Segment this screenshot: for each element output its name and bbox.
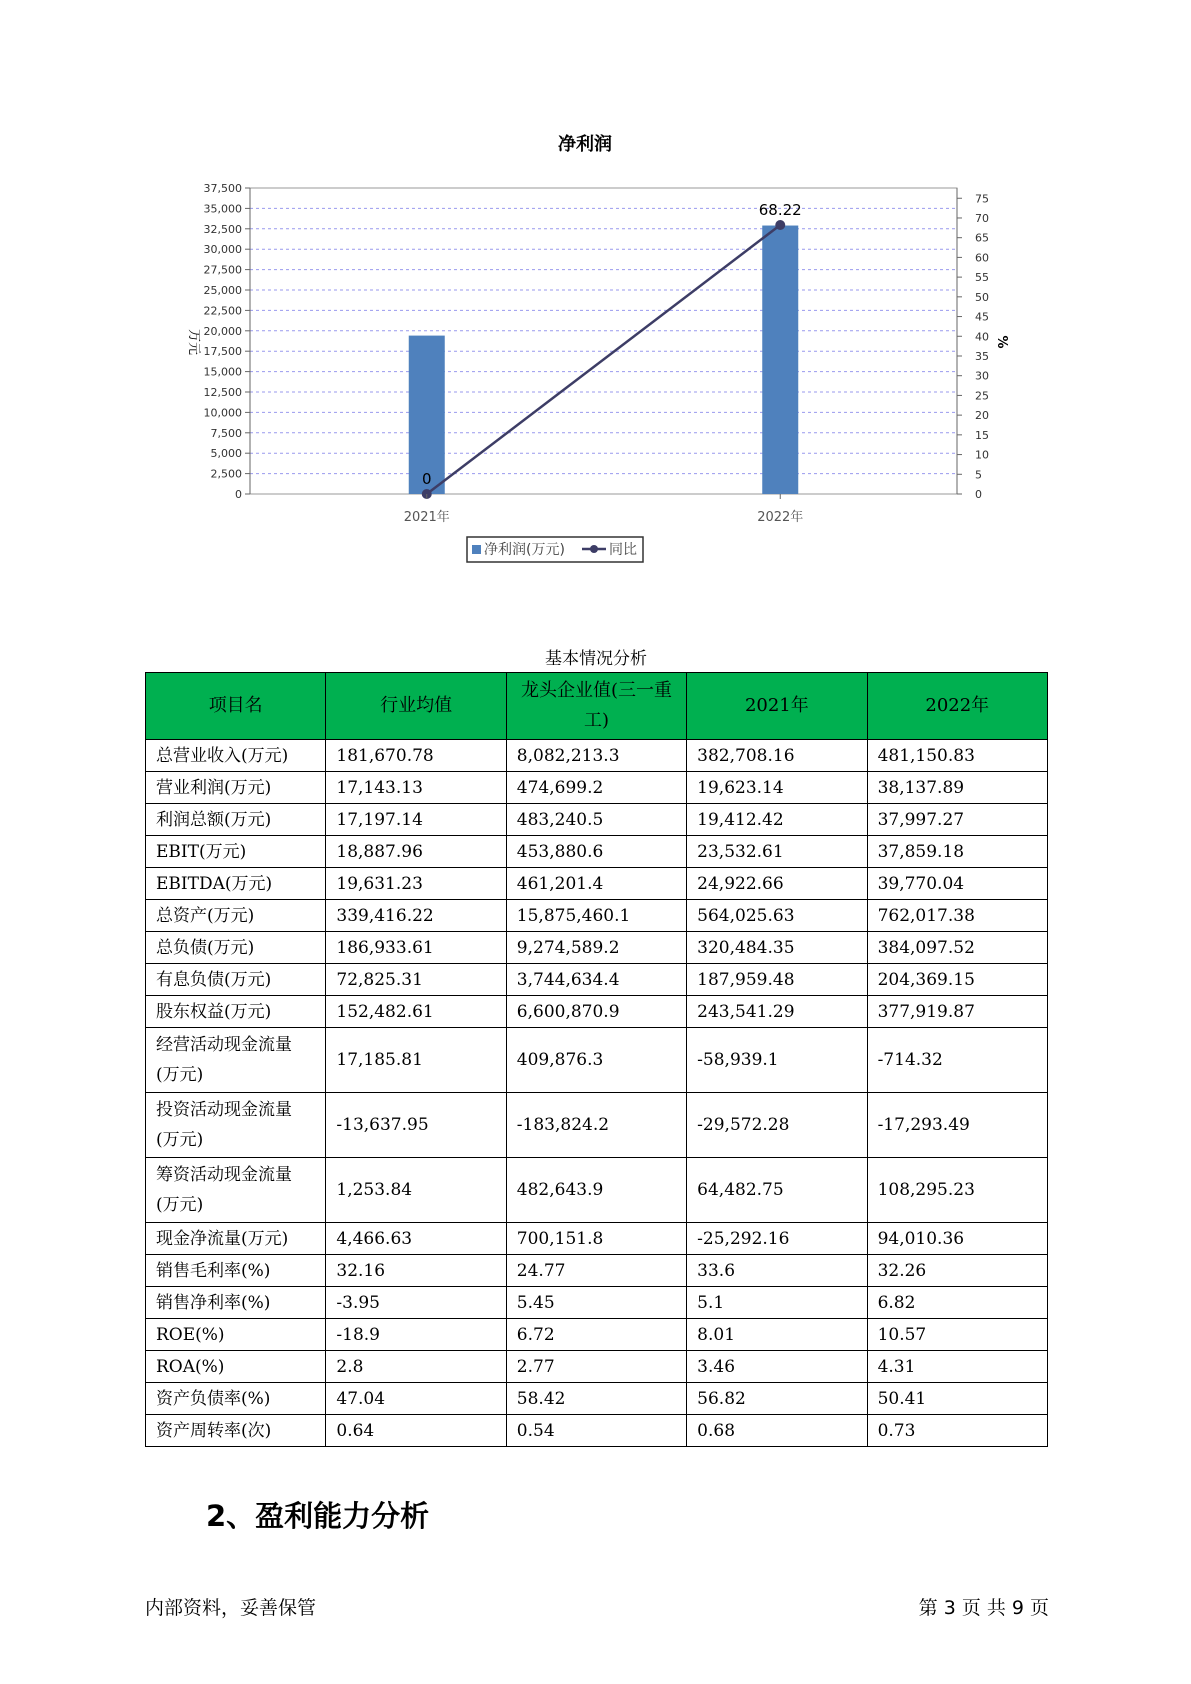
value-cell: 3,744,634.4 (506, 964, 686, 996)
value-cell: 19,412.42 (687, 804, 867, 836)
row-label-cell: 营业利润(万元) (146, 772, 326, 804)
value-cell: 8,082,213.3 (506, 740, 686, 772)
value-cell: 5.45 (506, 1287, 686, 1319)
value-cell: -13,637.95 (326, 1093, 506, 1158)
value-cell: 37,997.27 (867, 804, 1047, 836)
value-cell: 5.1 (687, 1287, 867, 1319)
x-tick-label: 2021年 (403, 510, 450, 525)
y2-tick-label: 75 (975, 192, 989, 206)
value-cell: 6,600,870.9 (506, 996, 686, 1028)
bar-2022年 (762, 226, 798, 494)
value-cell: 72,825.31 (326, 964, 506, 996)
row-label-cell: 利润总额(万元) (146, 804, 326, 836)
value-cell: 50.41 (867, 1383, 1047, 1415)
row-label-cell: 销售净利率(%) (146, 1287, 326, 1319)
row-label-cell: 总营业收入(万元) (146, 740, 326, 772)
chart-legend (467, 537, 643, 562)
y-axis-label: 万元 (186, 328, 201, 356)
table-caption: 基本情况分析 (545, 649, 647, 669)
chart-title: 净利润 (558, 134, 612, 155)
value-cell: 152,482.61 (326, 996, 506, 1028)
row-label-cell: 现金净流量(万元) (146, 1223, 326, 1255)
y2-tick-label: 25 (975, 389, 989, 403)
value-cell: -17,293.49 (867, 1093, 1047, 1158)
y2-tick-label: 20 (975, 409, 989, 423)
value-cell: -29,572.28 (687, 1093, 867, 1158)
row-label-cell: 总负债(万元) (146, 932, 326, 964)
value-cell: 762,017.38 (867, 900, 1047, 932)
y-tick-label: 37,500 (203, 182, 242, 195)
y2-tick-label: 30 (975, 369, 989, 383)
value-cell: 4,466.63 (326, 1223, 506, 1255)
value-cell: 564,025.63 (687, 900, 867, 932)
y-tick-label: 7,500 (210, 426, 242, 440)
value-cell: -714.32 (867, 1028, 1047, 1093)
y2-tick-label: 35 (975, 349, 989, 363)
row-label-cell: 总资产(万元) (146, 900, 326, 932)
value-cell: 0.54 (506, 1415, 686, 1447)
y-tick-label: 5,000 (210, 447, 242, 461)
table-row (146, 868, 1048, 900)
value-cell: 700,151.8 (506, 1223, 686, 1255)
y-tick-label: 2,500 (210, 467, 242, 481)
row-label-cell: EBIT(万元) (146, 836, 326, 868)
table-row (146, 1383, 1048, 1415)
y-tick-label: 27,500 (203, 263, 242, 277)
y2-tick-label: 60 (975, 251, 989, 265)
legend-bar-label: 净利润(万元) (484, 542, 565, 558)
basic-analysis-table (145, 672, 1048, 1447)
yoy-point (775, 220, 785, 230)
value-cell: 17,185.81 (326, 1028, 506, 1093)
table-row (146, 836, 1048, 868)
value-cell: 108,295.23 (867, 1158, 1047, 1223)
row-label-cell: 投资活动现金流量(万元) (146, 1093, 326, 1158)
net-profit-chart (170, 120, 1040, 590)
table-row (146, 1158, 1048, 1223)
y2-tick-label: 5 (975, 468, 982, 482)
value-cell: 24,922.66 (687, 868, 867, 900)
table-header-row (146, 673, 1048, 740)
value-cell: 33.6 (687, 1255, 867, 1287)
row-label-cell: 经营活动现金流量(万元) (146, 1028, 326, 1093)
table-row (146, 1093, 1048, 1158)
legend-bar-swatch (472, 545, 481, 554)
section-heading: 2、盈利能力分析 (206, 1499, 430, 1533)
y2-tick-label: 65 (975, 231, 989, 245)
value-cell: 19,623.14 (687, 772, 867, 804)
yoy-data-label: 0 (421, 470, 432, 488)
header-item-name: 项目名 (146, 673, 326, 740)
value-cell: 1,253.84 (326, 1158, 506, 1223)
value-cell: 56.82 (687, 1383, 867, 1415)
footer-pagination (919, 1593, 1049, 1620)
table-row (146, 772, 1048, 804)
value-cell: -18.9 (326, 1319, 506, 1351)
table-row (146, 1287, 1048, 1319)
y-tick-label: 10,000 (203, 406, 242, 420)
value-cell: 32.26 (867, 1255, 1047, 1287)
y-tick-label: 20,000 (203, 324, 242, 338)
value-cell: 0.73 (867, 1415, 1047, 1447)
value-cell: 243,541.29 (687, 996, 867, 1028)
y-tick-label: 17,500 (203, 345, 242, 359)
table-row (146, 900, 1048, 932)
header-2021: 2021年 (687, 673, 867, 740)
yoy-data-label: 68.22 (758, 200, 802, 219)
value-cell: 37,859.18 (867, 836, 1047, 868)
value-cell: -3.95 (326, 1287, 506, 1319)
header-industry-avg: 行业均值 (326, 673, 506, 740)
y-tick-label: 0 (235, 488, 242, 501)
value-cell: 2.8 (326, 1351, 506, 1383)
value-cell: 339,416.22 (326, 900, 506, 932)
table-row (146, 964, 1048, 996)
value-cell: 47.04 (326, 1383, 506, 1415)
value-cell: 15,875,460.1 (506, 900, 686, 932)
value-cell: 4.31 (867, 1351, 1047, 1383)
value-cell: 24.77 (506, 1255, 686, 1287)
value-cell: 94,010.36 (867, 1223, 1047, 1255)
value-cell: 0.64 (326, 1415, 506, 1447)
table-row (146, 1255, 1048, 1287)
value-cell: 18,887.96 (326, 836, 506, 868)
row-label-cell: 有息负债(万元) (146, 964, 326, 996)
value-cell: 481,150.83 (867, 740, 1047, 772)
y2-tick-label: 50 (975, 290, 989, 304)
y-tick-label: 15,000 (203, 365, 242, 379)
value-cell: 483,240.5 (506, 804, 686, 836)
y-tick-label: 12,500 (203, 386, 242, 399)
value-cell: 453,880.6 (506, 836, 686, 868)
table-row (146, 804, 1048, 836)
y2-axis-label: % (994, 335, 1009, 349)
row-label-cell: 销售毛利率(%) (146, 1255, 326, 1287)
row-label-cell: 筹资活动现金流量(万元) (146, 1158, 326, 1223)
table-row (146, 1415, 1048, 1447)
value-cell: -58,939.1 (687, 1028, 867, 1093)
y2-tick-label: 40 (975, 330, 989, 344)
footer-page-total: 共 9 页 (986, 1597, 1049, 1619)
value-cell: 461,201.4 (506, 868, 686, 900)
value-cell: 409,876.3 (506, 1028, 686, 1093)
value-cell: 58.42 (506, 1383, 686, 1415)
row-label-cell: ROE(%) (146, 1319, 326, 1351)
value-cell: -183,824.2 (506, 1093, 686, 1158)
value-cell: 6.82 (867, 1287, 1047, 1319)
value-cell: 0.68 (687, 1415, 867, 1447)
y2-tick-label: 70 (975, 211, 989, 225)
table-row (146, 932, 1048, 964)
value-cell: 17,143.13 (326, 772, 506, 804)
value-cell: 64,482.75 (687, 1158, 867, 1223)
y-tick-label: 25,000 (203, 284, 242, 297)
y2-tick-label: 45 (975, 310, 989, 324)
table-row (146, 1319, 1048, 1351)
y2-tick-label: 0 (975, 488, 982, 501)
y2-tick-label: 15 (975, 428, 989, 442)
footer-confidential-note: 内部资料，妥善保管 (145, 1597, 317, 1619)
value-cell: 32.16 (326, 1255, 506, 1287)
value-cell: 6.72 (506, 1319, 686, 1351)
header-leader-value: 龙头企业值(三一重工) (506, 673, 686, 740)
legend-line-label: 同比 (609, 542, 637, 558)
x-tick-label: 2022年 (757, 510, 804, 525)
y2-tick-label: 10 (975, 448, 989, 462)
row-label-cell: ROA(%) (146, 1351, 326, 1383)
value-cell: 181,670.78 (326, 740, 506, 772)
value-cell: 3.46 (687, 1351, 867, 1383)
value-cell: 2.77 (506, 1351, 686, 1383)
header-2022: 2022年 (867, 673, 1047, 740)
plot-frame (250, 188, 957, 494)
value-cell: -25,292.16 (687, 1223, 867, 1255)
table-row (146, 740, 1048, 772)
table-row (146, 1351, 1048, 1383)
value-cell: 9,274,589.2 (506, 932, 686, 964)
y2-tick-label: 55 (975, 271, 989, 285)
value-cell: 38,137.89 (867, 772, 1047, 804)
value-cell: 204,369.15 (867, 964, 1047, 996)
value-cell: 8.01 (687, 1319, 867, 1351)
value-cell: 186,933.61 (326, 932, 506, 964)
value-cell: 474,699.2 (506, 772, 686, 804)
value-cell: 187,959.48 (687, 964, 867, 996)
value-cell: 17,197.14 (326, 804, 506, 836)
table-row (146, 1028, 1048, 1093)
legend-line-marker (590, 545, 598, 553)
y-tick-label: 30,000 (203, 243, 242, 257)
value-cell: 482,643.9 (506, 1158, 686, 1223)
row-label-cell: EBITDA(万元) (146, 868, 326, 900)
value-cell: 39,770.04 (867, 868, 1047, 900)
value-cell: 10.57 (867, 1319, 1047, 1351)
footer-page-number: 第 3 页 (918, 1597, 981, 1619)
row-label-cell: 资产周转率(次) (146, 1415, 326, 1447)
value-cell: 382,708.16 (687, 740, 867, 772)
value-cell: 19,631.23 (326, 868, 506, 900)
value-cell: 384,097.52 (867, 932, 1047, 964)
y-tick-label: 22,500 (203, 304, 242, 318)
yoy-line (427, 225, 781, 494)
y-tick-label: 35,000 (203, 202, 242, 216)
value-cell: 23,532.61 (687, 836, 867, 868)
table-row (146, 1223, 1048, 1255)
value-cell: 320,484.35 (687, 932, 867, 964)
row-label-cell: 资产负债率(%) (146, 1383, 326, 1415)
y-tick-label: 32,500 (203, 222, 242, 236)
value-cell: 377,919.87 (867, 996, 1047, 1028)
table-row (146, 996, 1048, 1028)
row-label-cell: 股东权益(万元) (146, 996, 326, 1028)
